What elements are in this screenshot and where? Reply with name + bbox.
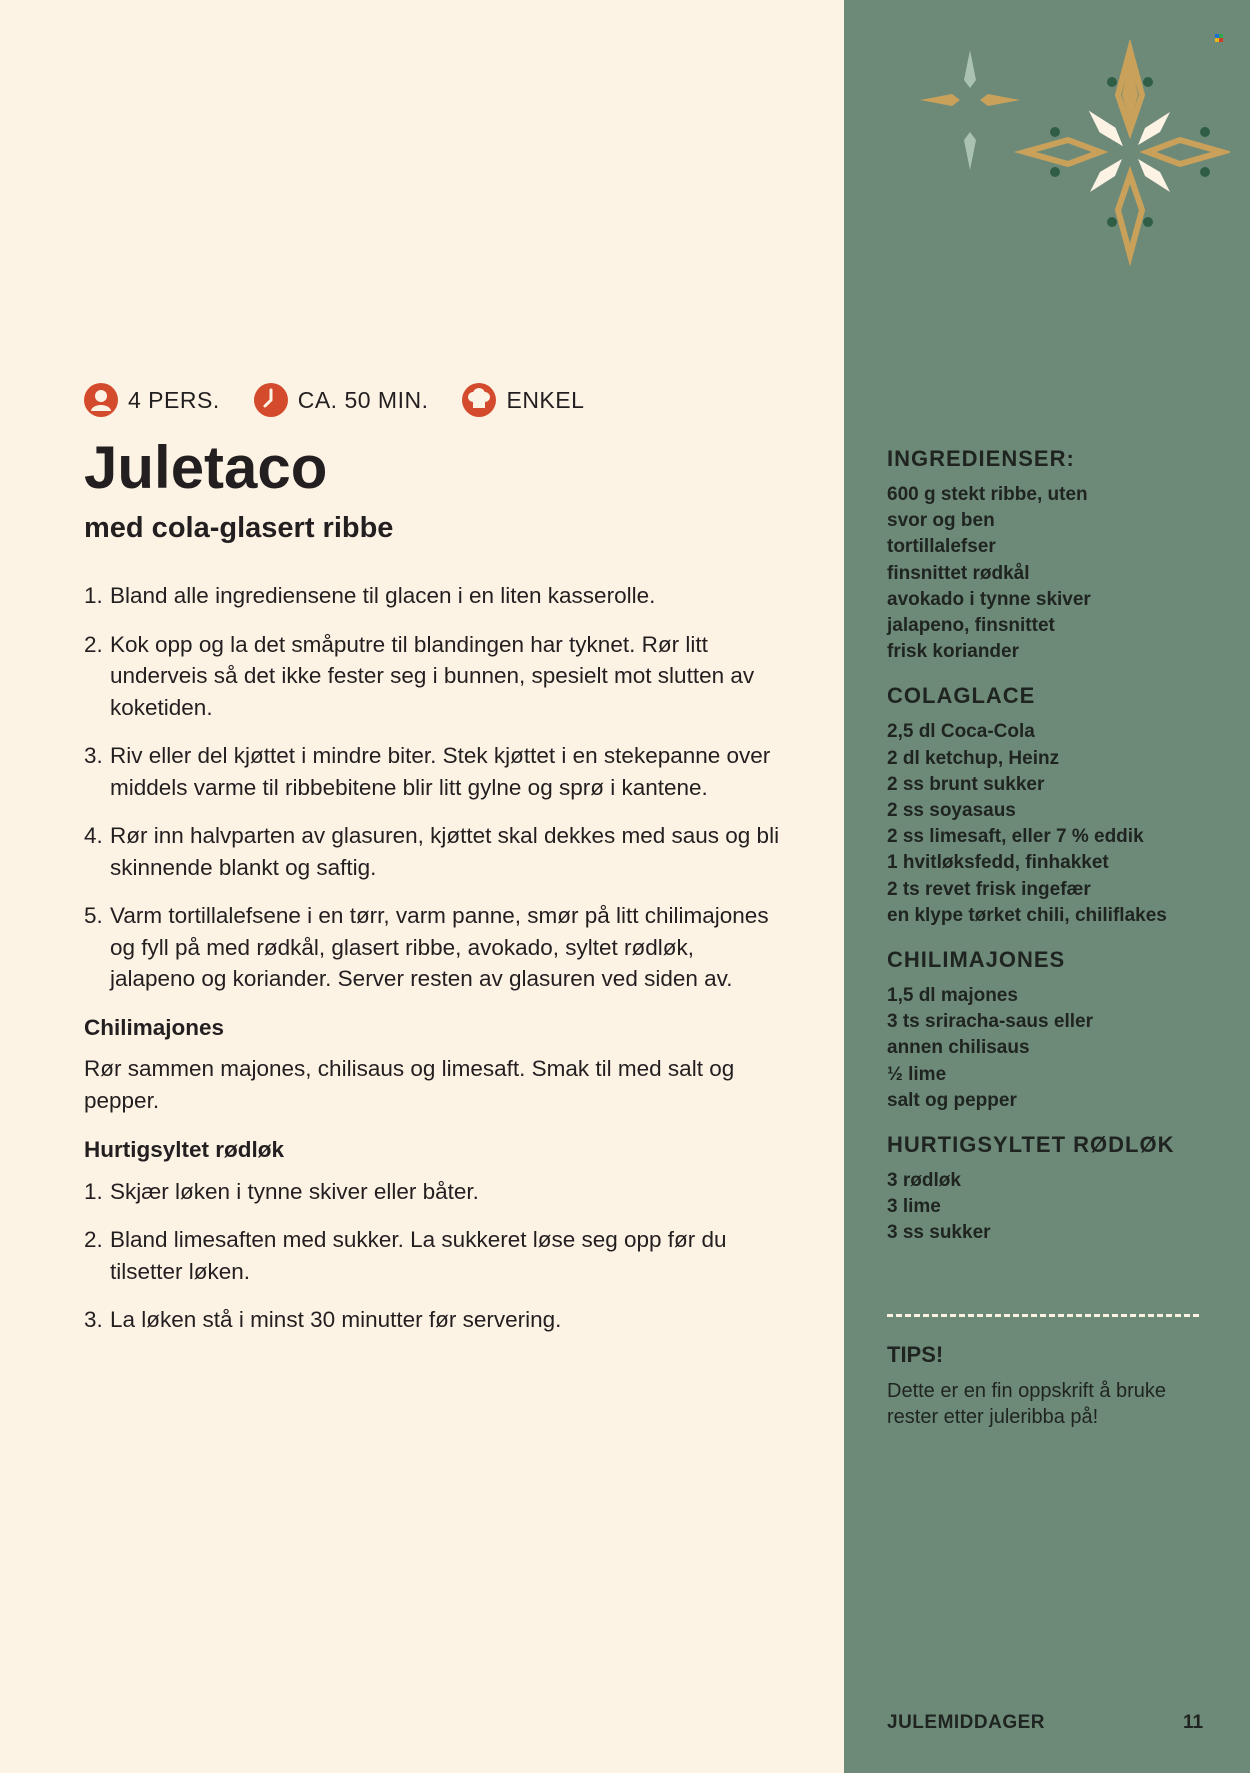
step-number: 1.	[84, 583, 103, 608]
step-number: 3.	[84, 743, 103, 768]
step-number: 4.	[84, 823, 103, 848]
recipe-body	[84, 580, 784, 1353]
dashed-divider	[887, 1314, 1199, 1317]
chilimajones-text: Rør sammen majones, chilisaus og limesaft. Smak til med salt og pepper.	[84, 1056, 735, 1113]
servings-text: 4 PERS.	[128, 386, 220, 413]
chilimajones-heading: Chilimajones	[84, 1014, 225, 1040]
tips-text: Dette er en fin oppskrift å bruke rester etter juleribba på!	[887, 1380, 1167, 1428]
star-ornament-icon	[900, 40, 1230, 270]
difficulty-text: ENKEL	[506, 386, 585, 413]
list-item: 2,5 dl Coca-Cola	[887, 721, 1035, 743]
list-item	[84, 820, 784, 883]
list-item: 2 dl ketchup, Heinz	[887, 747, 1060, 769]
colaglace-list	[887, 719, 1217, 929]
main-steps	[84, 580, 784, 995]
step-number: 1.	[84, 1178, 103, 1204]
chilimajones-sidebar-heading: CHILIMAJONES	[887, 947, 1066, 973]
servings-meta	[84, 383, 220, 417]
step-number: 2.	[84, 1227, 103, 1252]
step-text: Skjær løken i tynne skiver eller båter.	[110, 1178, 479, 1204]
list-item	[84, 629, 784, 724]
list-item: avokado i tynne skiver	[887, 588, 1091, 610]
list-item	[84, 900, 784, 995]
step-text: Bland alle ingrediensene til glacen i en liten kasserolle.	[110, 583, 656, 608]
difficulty-meta	[462, 383, 584, 417]
list-item: en klype tørket chili, chiliflakes	[887, 904, 1167, 926]
pickled-list	[887, 1168, 1217, 1247]
ingredients-list	[887, 482, 1217, 665]
list-item	[84, 1304, 784, 1336]
step-text: Varm tortillalefsene i en tørr, varm panne, smør på litt chilimajones og fyll på med rødkål, glasert ribbe, avokado, syltet rødløk, jalapeno og koriander. Server resten av glasuren ved siden av.	[110, 903, 769, 991]
colaglace-heading: COLAGLACE	[887, 683, 1036, 709]
list-item: 2 ss limesaft, eller 7 % eddik	[887, 826, 1144, 848]
pickled-steps	[84, 1176, 784, 1336]
recipe-subtitle: med cola-glasert ribbe	[84, 512, 394, 544]
page-number: 11	[1183, 1712, 1204, 1733]
pickled-onion-heading: Hurtigsyltet rødløk	[84, 1137, 285, 1162]
step-number: 2.	[84, 631, 103, 657]
person-icon	[84, 383, 118, 417]
color-marks-icon	[1215, 34, 1227, 46]
list-item	[84, 740, 784, 803]
list-item: 3 ss sukker	[887, 1222, 991, 1244]
recipe-title: Juletaco	[84, 434, 328, 501]
list-item: 2 ss soyasaus	[887, 800, 1016, 822]
pickled-sidebar-heading: HURTIGSYLTET RØDLØK	[887, 1132, 1175, 1158]
step-text: Bland limesaften med sukker. La sukkeret løse seg opp før du tilsetter løken.	[110, 1227, 727, 1284]
sidebar-content	[887, 446, 1217, 1265]
clock-icon	[254, 383, 288, 417]
list-item: svor og ben	[887, 510, 995, 532]
list-item: 2 ss brunt sukker	[887, 773, 1045, 795]
list-item: ½ lime	[887, 1063, 947, 1085]
footer-section-label: JULEMIDDAGER	[887, 1712, 1046, 1733]
list-item: jalapeno, finsnittet	[887, 615, 1055, 637]
list-item: 3 ts sriracha-saus eller	[887, 1011, 1093, 1033]
list-item: 3 lime	[887, 1196, 941, 1218]
list-item: 1,5 dl majones	[887, 985, 1018, 1007]
list-item: annen chilisaus	[887, 1037, 1030, 1059]
list-item: finsnittet rødkål	[887, 562, 1030, 584]
list-item: 2 ts revet frisk ingefær	[887, 878, 1091, 900]
recipe-meta	[84, 383, 618, 417]
step-number: 5.	[84, 903, 103, 928]
list-item: salt og pepper	[887, 1089, 1017, 1111]
ingredients-heading: INGREDIENSER:	[887, 446, 1075, 471]
list-item	[84, 1224, 784, 1287]
list-item: 600 g stekt ribbe, uten	[887, 484, 1088, 505]
time-meta	[254, 383, 429, 417]
list-item	[84, 1176, 784, 1208]
step-text: La løken stå i minst 30 minutter før servering.	[110, 1307, 562, 1332]
step-text: Kok opp og la det småputre til blandingen har tyknet. Rør litt underveis så det ikke fester seg i bunnen, spesielt mot slutten av koketiden.	[110, 631, 755, 720]
list-item: 1 hvitløksfedd, finhakket	[887, 852, 1109, 874]
step-text: Riv eller del kjøttet i mindre biter. Stek kjøttet i en stekepanne over middels varme til ribbebitene blir litt gylne og sprø i kantene.	[110, 743, 771, 800]
tips-heading: TIPS!	[887, 1342, 944, 1367]
list-item: tortillalefser	[887, 536, 996, 558]
list-item: 3 rødløk	[887, 1170, 961, 1192]
list-item: frisk koriander	[887, 641, 1019, 663]
step-text: Rør inn halvparten av glasuren, kjøttet skal dekkes med saus og bli skinnende blankt og saftig.	[110, 823, 780, 880]
list-item	[84, 580, 784, 612]
step-number: 3.	[84, 1307, 103, 1332]
chef-hat-icon	[462, 383, 496, 417]
chilimajones-list	[887, 983, 1217, 1114]
time-text: CA. 50 MIN.	[297, 386, 429, 413]
